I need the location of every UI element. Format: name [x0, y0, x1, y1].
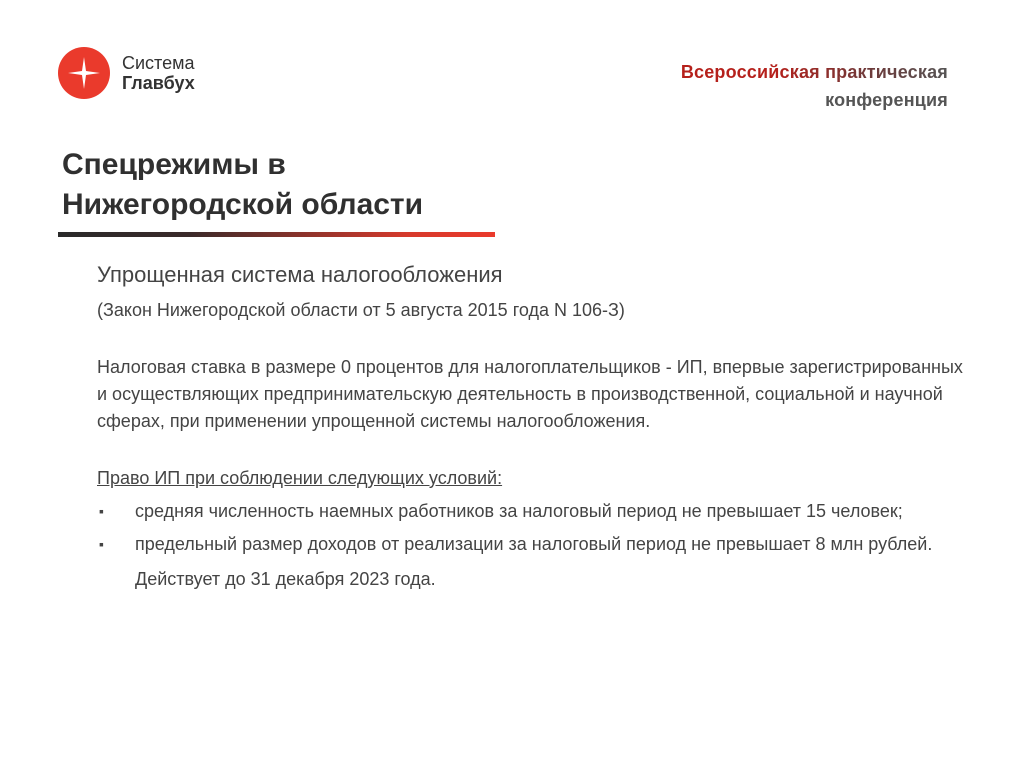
conditions-list	[97, 498, 977, 558]
condition-text: предельный размер доходов от реализации за налоговый период не превышает 8 млн рублей.	[135, 534, 933, 554]
logo-text-line1: Система	[122, 53, 195, 73]
conference-line1: Всероссийская практическая	[681, 58, 948, 86]
conference-label	[681, 58, 948, 114]
title-line2: Нижегородской области	[62, 188, 424, 221]
conditions-heading: Право ИП при соблюдении следующих условий:	[97, 468, 503, 488]
title-line1: Спецрежимы в	[62, 148, 286, 181]
title-underline	[58, 232, 495, 237]
tax-rate-paragraph: Налоговая ставка в размере 0 процентов для налогоплательщиков - ИП, впервые зарегистрированных и осуществляющих предпринимательскую деятельность в производственной, социальной и научной сферах, при применении упрощенной системы налогообложения.	[97, 357, 963, 431]
list-item	[97, 498, 977, 525]
list-item	[97, 531, 977, 558]
bullet-square-icon: ▪	[99, 536, 104, 552]
star-sparkle-icon	[58, 47, 110, 99]
validity-note: Действует до 31 декабря 2023 года.	[135, 569, 436, 589]
condition-text: средняя численность наемных работников за налоговый период не превышает 15 человек;	[135, 501, 903, 521]
section-subtitle: Упрощенная система налогообложения	[97, 262, 503, 287]
law-reference: (Закон Нижегородской области от 5 августа 2015 года N 106-З)	[97, 300, 625, 320]
bullet-square-icon: ▪	[99, 503, 104, 519]
logo-text-line2: Главбух	[122, 73, 195, 93]
slide-content	[97, 260, 977, 593]
conference-line2: конференция	[825, 90, 948, 110]
brand-logo	[58, 47, 195, 99]
page-title	[62, 145, 423, 225]
